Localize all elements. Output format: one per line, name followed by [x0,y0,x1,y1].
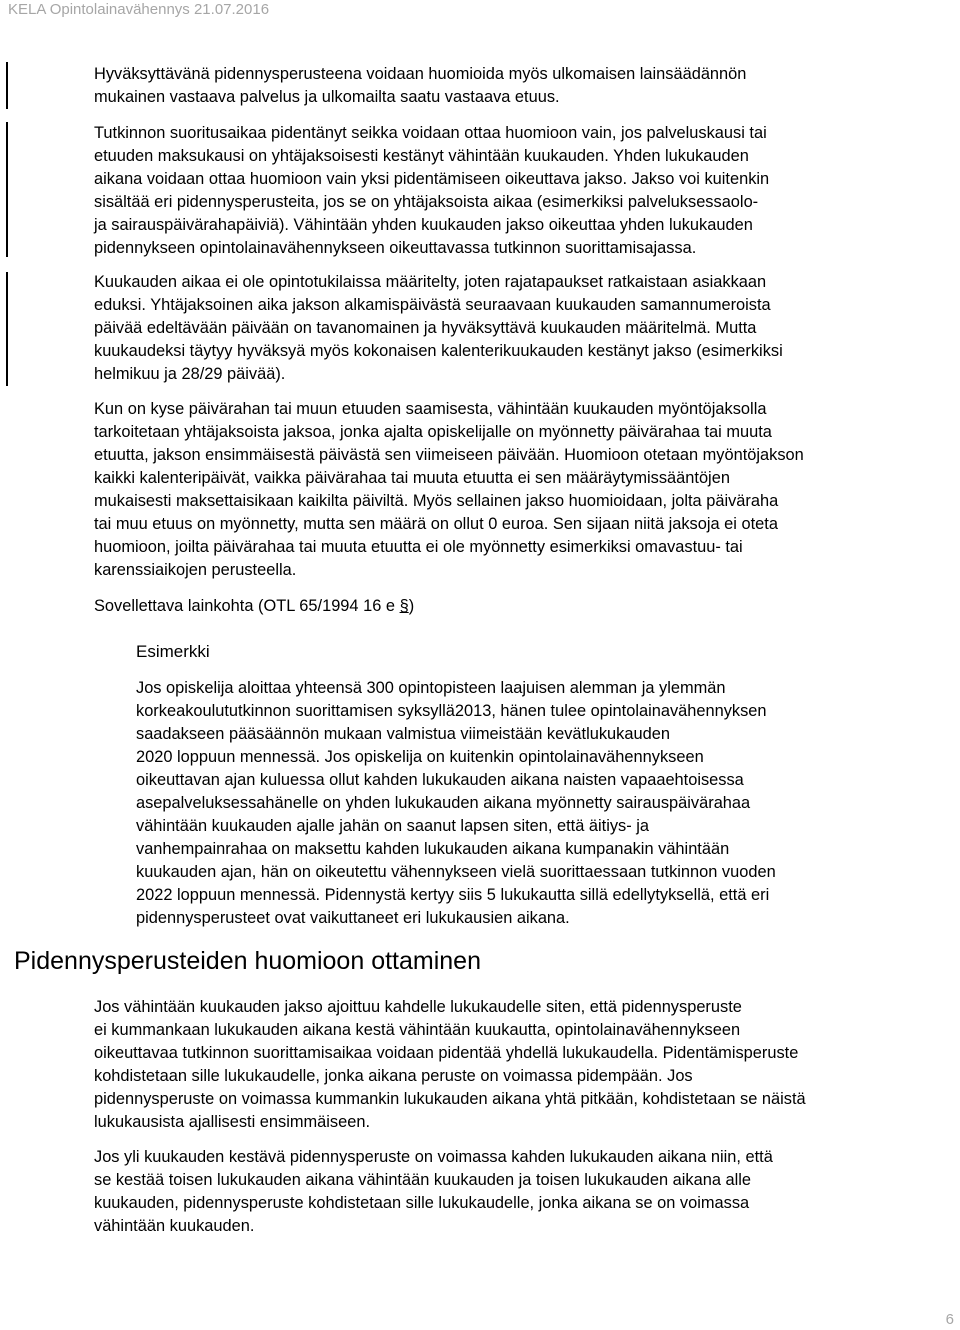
text-line: vähintään kuukauden. [94,1217,255,1235]
text-line: asepalveluksessahänelle on yhden lukukauden aikana myönnetty sairauspäivärahaa [136,794,751,812]
text-line: karenssiaikojen perusteella. [94,561,297,579]
paragraph [94,63,954,109]
text-line: 2022 loppuun mennessä. Pidennystä kertyy siis 5 lukukautta sillä edellytyksellä, että eri [136,886,770,904]
paragraph [94,1146,954,1238]
legal-reference-text: Sovellettava lainkohta (OTL 65/1994 16 e [94,597,400,615]
text-line: ei kummankaan lukukauden aikana kestä vähintään kuukautta, opintolainavähennykseen [94,1021,741,1039]
paragraph [94,271,954,386]
example-text [136,677,936,930]
text-line: kuukauden, pidennysperuste kohdistetaan sille lukukaudelle, jonka aikana se on voimassa [94,1194,750,1212]
text-line: korkeakoulututkinnon suorittamisen syksyllä2013, hänen tulee opintolainavähennyksen [136,702,767,720]
text-line: etuutta, jakson ensimmäisestä päivästä sen viimeiseen päivään. Huomioon otetaan myöntöjakson [94,446,804,464]
text-line: saadakseen pääsäännön mukaan valmistua viimeistään kevätlukukauden [136,725,670,743]
text-line: oikeuttavaa tutkinnon suorittamisaikaa voidaan pidentää yhdellä lukukaudella. Pidentämisperuste [94,1044,799,1062]
legal-reference-close: ) [408,597,415,615]
text-line: helmikuu ja 28/29 päivää). [94,365,286,383]
text-line: Jos vähintään kuukauden jakso ajoittuu kahdelle lukukaudelle siten, että pidennysperuste [94,998,742,1016]
text-line: pidennysperusteet ovat vaikuttaneet eri lukukausien aikana. [136,909,570,927]
text-line: 2020 loppuun mennessä. Jos opiskelija on kuitenkin opintolainavähennykseen [136,748,704,766]
text-line: aikana voidaan ottaa huomioon vain yksi pidentämiseen oikeuttava jakso. Jakso voi kuitenkin [94,170,770,188]
text-line: mukaisesti maksettaisikaan kaikilta päiviltä. Myös sellainen jakso huomioidaan, jolta päiväraha [94,492,779,510]
text-line: eduksi. Yhtäjaksoinen aika jakson alkamispäivästä seuraavaan kuukauden samannumeroista [94,296,771,314]
text-line: kohdistetaan sille lukukaudelle, jonka aikana peruste on voimassa pidempään. Jos [94,1067,693,1085]
text-line: Kun on kyse päivärahan tai muun etuuden saamisesta, vähintään kuukauden myöntöjaksolla [94,400,767,418]
text-line: etuuden maksukausi on yhtäjaksoisesti kestänyt vähintään kuukauden. Yhden lukukauden [94,147,749,165]
document-header: KELA Opintolainavähennys 21.07.2016 [8,1,270,18]
text-line: päivää edeltävään päivään on tavanomainen ja hyväksyttävä kuukauden määritelmä. Mutta [94,319,757,337]
revision-bar [6,122,8,257]
text-line: vanhempainrahaa on maksettu kahden lukukauden aikana kumpanakin vähintään [136,840,730,858]
text-line: lukukausista ajallisesti ensimmäiseen. [94,1113,371,1131]
text-line: tai muu etuus on myönnetty, mutta sen määrä on ollut 0 euroa. Sen sijaan niitä jaksoja ei oteta [94,515,778,533]
text-line: tarkoitetaan yhtäjaksoista jaksoa, jonka ajalta opiskelijalle on myönnetty päivärahaa tai muuta [94,423,772,441]
text-line: Kuukauden aikaa ei ole opintotukilaissa määritelty, joten rajatapaukset ratkaistaan asiakkaan [94,273,767,291]
example-heading: Esimerkki [136,642,210,661]
text-line: Jos opiskelija aloittaa yhteensä 300 opintopisteen laajuisen alemman ja ylemmän [136,679,726,697]
text-line: sisältää eri pidennysperusteita, jos se on yhtäjaksoista aikaa (esimerkiksi palveluksessaolo- [94,193,759,211]
text-line: kuukauden ajan, hän on oikeutettu vähennykseen vielä suorittaessaan tutkinnon vuoden [136,863,776,881]
text-line: ja sairauspäivärahapäiviä). Vähintään yhden kuukauden jakso oikeuttaa yhden lukukauden [94,216,753,234]
section-link[interactable]: § [399,597,409,615]
text-line: vähintään kuukauden ajalle jahän on saanut lapsen siten, että äitiys- ja [136,817,650,835]
paragraph [94,122,954,260]
text-line: pidennykseen opintolainavähennykseen oikeuttavassa tutkinnon suorittamisajassa. [94,239,697,257]
text-line: Jos yli kuukauden kestävä pidennysperuste on voimassa kahden lukukauden aikana niin, että [94,1148,773,1166]
text-line: mukainen vastaava palvelus ja ulkomailta saatu vastaava etuus. [94,88,560,106]
text-line: kuukaudeksi täytyy hyväksyä myös kokonaisen kalenterikuukauden kestänyt jakso (esimerkiksi [94,342,783,360]
text-line: kaikki kalenteripäivät, vaikka päivärahaa tai muuta etuutta ei sen määräytymissääntöjen [94,469,730,487]
text-line: pidennysperuste on voimassa kummankin lukukauden aikana yhtä pitkään, kohdistetaan se näistä [94,1090,806,1108]
text-line: Hyväksyttävänä pidennysperusteena voidaan huomioida myös ulkomaisen lainsäädännön [94,65,747,83]
legal-reference [94,595,954,618]
text-line: oikeuttavan ajan kuluessa ollut kahden lukukauden aikana naisten vapaaehtoisessa [136,771,744,789]
revision-bar [6,62,8,109]
paragraph [94,398,954,582]
section-heading: Pidennysperusteiden huomioon ottaminen [14,947,481,975]
paragraph [94,996,954,1134]
revision-bar [6,272,8,386]
text-line: Tutkinnon suoritusaikaa pidentänyt seikka voidaan ottaa huomioon vain, jos palveluskausi tai [94,124,767,142]
text-line: huomioon, joilta päivärahaa tai muuta etuutta ei ole myönnetty esimerkiksi omavastuu- tai [94,538,743,556]
text-line: se kestää toisen lukukauden aikana vähintään kuukauden ja toisen lukukauden aikana alle [94,1171,752,1189]
page-number: 6 [945,1311,954,1328]
